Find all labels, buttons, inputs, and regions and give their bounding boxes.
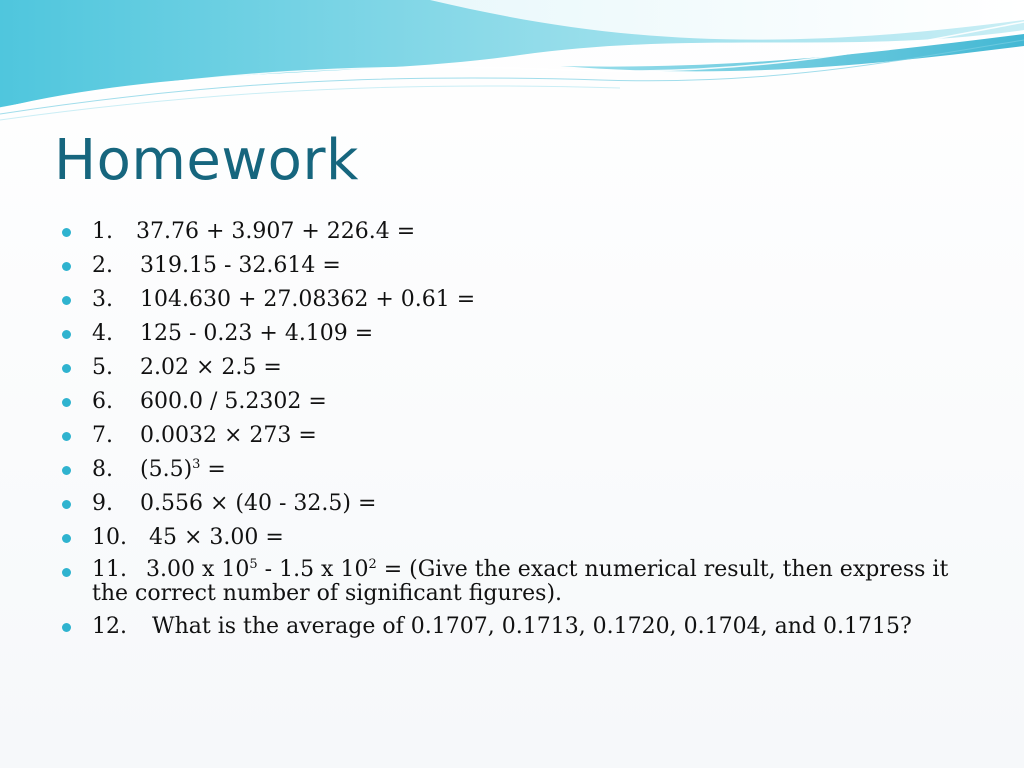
item-text: 0.556 × (40 - 32.5) = [140,491,377,516]
item-text-base: (5.5) [140,457,193,482]
item-number: 5. [92,355,113,380]
list-item-9 [62,490,982,517]
item-text-part1: 3.00 x 10 [146,557,250,582]
exponent: 2 [368,557,377,572]
item-text [140,457,226,482]
item-text: What is the average of 0.1707, 0.1713, 0.1720, 0.1704, and 0.1715? [152,614,912,639]
item-text: 125 - 0.23 + 4.109 = [140,321,374,346]
homework-list [62,218,982,647]
list-item-3 [62,286,982,313]
item-number: 11. [92,557,127,582]
page-title: Homework [54,128,359,193]
exponent: 5 [249,557,258,572]
item-number: 12. [92,614,127,639]
decorative-wave-banner [0,0,1024,130]
item-number: 1. [92,219,113,244]
bullet-icon [62,466,71,475]
item-text-tail: = [200,457,226,482]
item-number: 10. [92,525,127,550]
list-item-6 [62,388,982,415]
item-number: 3. [92,287,113,312]
item-text-part3: = (Give the exact numerical result, then express it the correct number of significant figures). [92,557,949,606]
list-item-4 [62,320,982,347]
bullet-icon [62,262,71,271]
item-number: 4. [92,321,113,346]
list-item-7 [62,422,982,449]
item-text: 104.630 + 27.08362 + 0.61 = [140,287,476,312]
item-text: 37.76 + 3.907 + 226.4 = [136,219,416,244]
item-text: 0.0032 × 273 = [140,423,317,448]
bullet-icon [62,296,71,305]
bullet-icon [62,500,71,509]
item-text [92,557,948,606]
list-item-11 [62,558,982,606]
bullet-icon [62,534,71,543]
list-item-8 [62,456,982,483]
bullet-icon [62,432,71,441]
item-text: 319.15 - 32.614 = [140,253,341,278]
bullet-icon [62,364,71,373]
bullet-icon [62,398,71,407]
item-text: 600.0 / 5.2302 = [140,389,327,414]
item-text: 45 × 3.00 = [149,525,284,550]
item-number: 2. [92,253,113,278]
bullet-icon [62,623,71,632]
list-item-1 [62,218,982,245]
item-text-part2: - 1.5 x 10 [257,557,369,582]
bullet-icon [62,568,71,577]
bullet-icon [62,228,71,237]
list-item-12 [62,613,982,640]
list-item-2 [62,252,982,279]
list-item-10 [62,524,982,551]
item-number: 7. [92,423,113,448]
list-item-5 [62,354,982,381]
bullet-icon [62,330,71,339]
item-number: 8. [92,457,113,482]
item-text: 2.02 × 2.5 = [140,355,282,380]
item-number: 6. [92,389,113,414]
item-number: 9. [92,491,113,516]
exponent: 3 [192,457,201,472]
